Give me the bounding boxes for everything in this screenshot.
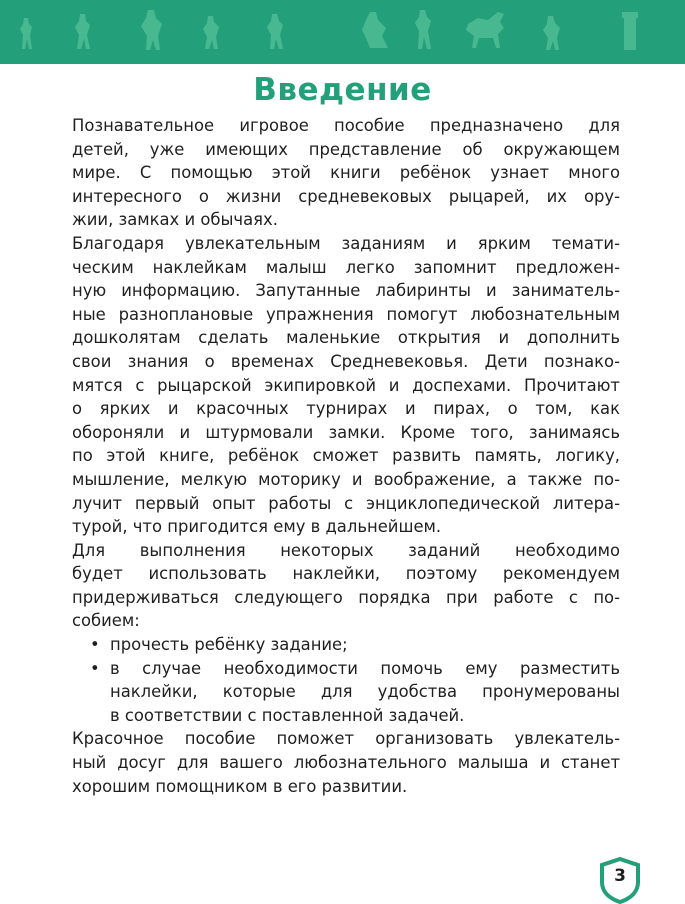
text-line: наклейки, которые для удобства пронумерованы (110, 682, 620, 702)
text-line: свои знания о временах Средневековья. Дети познако- (72, 351, 620, 371)
paragraph-2 (72, 232, 620, 539)
text-line: мышление, мелкую моторику и воображение, а также по- (72, 469, 620, 489)
text-line: лучит первый опыт работы с энциклопедической литера- (72, 493, 620, 513)
text-line: турой, что пригодится ему в дальнейшем. (72, 517, 442, 537)
text-line: Для выполнения некоторых заданий необходимо (72, 540, 620, 560)
text-line: мятся с рыцарской экипировкой и доспехами. Прочитают (72, 375, 620, 395)
text-line: Красочное пособие поможет организовать увлекатель- (72, 729, 620, 749)
text-line: ческим наклейкам малыш легко запомнит предложен- (72, 257, 620, 277)
text-line: интересного о жизни средневековых рыцарей, их ору- (72, 186, 620, 206)
list-item (72, 657, 620, 728)
text-line: ный досуг для вашего любознательного малыша и станет (72, 753, 620, 773)
text-line: ные разноплановые упражнения помогут любознательным (72, 304, 620, 324)
text-line: будет использовать наклейки, поэтому рекомендуем (72, 564, 620, 584)
paragraph-closing (72, 727, 620, 798)
page-number: 3 (614, 866, 626, 886)
text-line: Благодаря увлекательным заданиям и ярким темати- (72, 233, 620, 253)
text-line: по этой книге, ребёнок сможет развить память, логику, (72, 446, 620, 466)
text-line: собием: (72, 611, 140, 631)
paragraph-3 (72, 539, 620, 633)
page-title: Введение (253, 72, 432, 108)
text-line: • в случае необходимости помочь ему разместить (110, 658, 620, 678)
bullet-list (72, 633, 620, 727)
text-line: • прочесть ребёнку задание; (110, 635, 348, 655)
text-line: Познавательное игровое пособие предназначено для (72, 116, 620, 135)
text-line: дошколятам сделать маленькие открытия и дополнить (72, 328, 620, 348)
text-line: жии, замках и обычаях. (72, 210, 278, 230)
header-banner (0, 0, 685, 64)
text-line: хорошим помощником в его развитии. (72, 776, 408, 796)
text-line: о ярких и красочных турнирах и пирах, о том, как (72, 399, 620, 419)
list-item (72, 633, 620, 657)
text-line: мире. С помощью этой книги ребёнок узнает много (72, 163, 620, 183)
text-line: в соответствии с поставленной задачей. (110, 705, 465, 725)
text-line: обороняли и штурмовали замки. Кроме того, занимаясь (72, 422, 620, 442)
article-body (72, 114, 620, 798)
text-line: детей, уже имеющих представление об окружающем (72, 139, 620, 159)
knight-silhouettes-icon (0, 0, 685, 64)
text-line: придерживаться следующего порядка при работе с по- (72, 587, 620, 607)
paragraph-1 (72, 114, 620, 232)
text-line: ную информацию. Запутанные лабиринты и заниматель- (72, 281, 620, 301)
